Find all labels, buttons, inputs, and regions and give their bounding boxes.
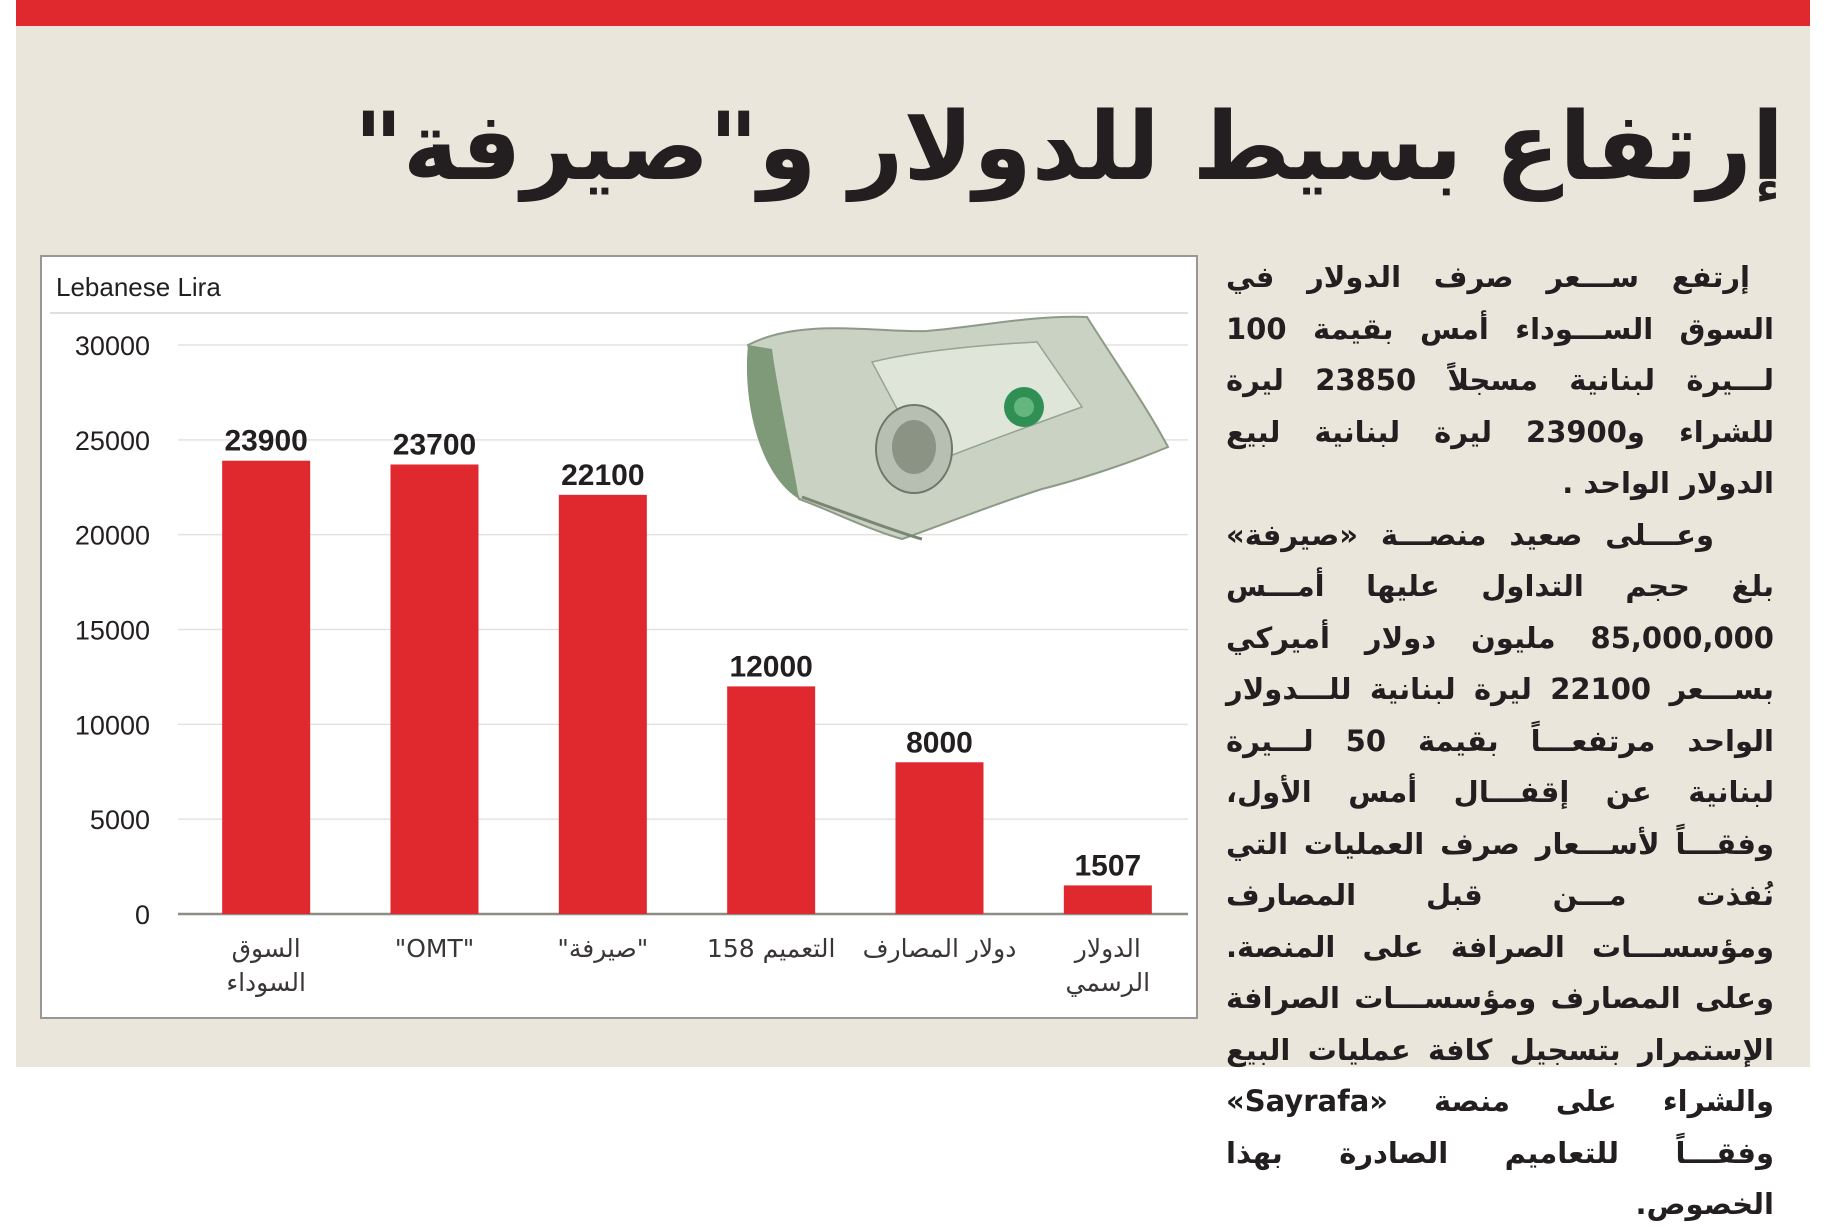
x-axis-categories	[226, 934, 1150, 997]
category-label: "OMT"	[394, 934, 475, 963]
bar-chart	[40, 255, 1198, 1019]
article-paragraph-2: وعـــلى صعيد منصـــة «صيرفة» بلغ حجم التداول عليها أمـــس 85,000,000 مليون دولار أميركي بســـعر 22100 ليرة لبنانية للـــدولار الواحد مرتفعـــاً بقيمة 50 لـــيرة لبنانية عن إقفـــال أمس الأول، وفقـــاً لأســـعار صرف العمليات التي نُفذت مـــن قبل المصارف ومؤسســـات الصرافة على المنصة. وعلى المصارف ومؤسســـات الصرافة الإستمرار بتسجيل كافة عمليات البيع والشراء على منصة «Sayrafa» وفقـــاً للتعاميم الصادرة بهذا الخصوص.	[1226, 517, 1774, 1221]
data-label: 23900	[224, 424, 308, 458]
chart-canvas	[42, 257, 1196, 1017]
data-label: 1507	[1074, 849, 1142, 883]
bar	[222, 461, 310, 914]
y-tick-label: 0	[134, 900, 150, 930]
category-label: التعميم 158	[706, 934, 836, 963]
bar	[727, 686, 815, 914]
y-tick-label: 20000	[74, 520, 150, 551]
data-label: 22100	[561, 458, 645, 492]
y-tick-label: 25000	[74, 425, 150, 456]
category-label: "صيرفة"	[557, 934, 649, 963]
category-label: الرسمي	[1065, 968, 1151, 997]
dollar-bill-icon	[747, 317, 1168, 539]
category-label: السوداء	[226, 968, 306, 997]
category-label: الدولار	[1074, 934, 1141, 963]
article-text	[1226, 252, 1774, 1221]
bar	[391, 464, 479, 914]
article-paragraph-1: إرتفع ســـعر صرف الدولار في السوق الســـوداء أمس بقيمة 100 لـــيرة لبنانية مسجلاً 23850 ليرة للشراء و23900 ليرة لبنانية لبيع الدولار الواحد .	[1226, 260, 1774, 500]
y-tick-label: 15000	[74, 615, 150, 646]
headline: إرتفاع بسيط للدولار و"صيرفة"	[353, 93, 1784, 202]
bar	[559, 495, 647, 914]
data-label: 12000	[729, 650, 813, 684]
bar	[896, 762, 984, 914]
y-tick-label: 10000	[74, 710, 150, 741]
y-axis-ticks	[75, 331, 150, 930]
top-accent-bar	[16, 0, 1810, 26]
category-label: دولار المصارف	[862, 934, 1017, 963]
data-label: 8000	[906, 726, 973, 760]
y-tick-label: 5000	[89, 805, 150, 836]
category-label: السوق	[231, 934, 301, 963]
bar	[1064, 885, 1152, 914]
bars	[222, 458, 1152, 914]
y-tick-label: 30000	[74, 331, 150, 361]
data-label: 23700	[392, 428, 477, 462]
y-axis-title: Lebanese Lira	[56, 272, 221, 302]
